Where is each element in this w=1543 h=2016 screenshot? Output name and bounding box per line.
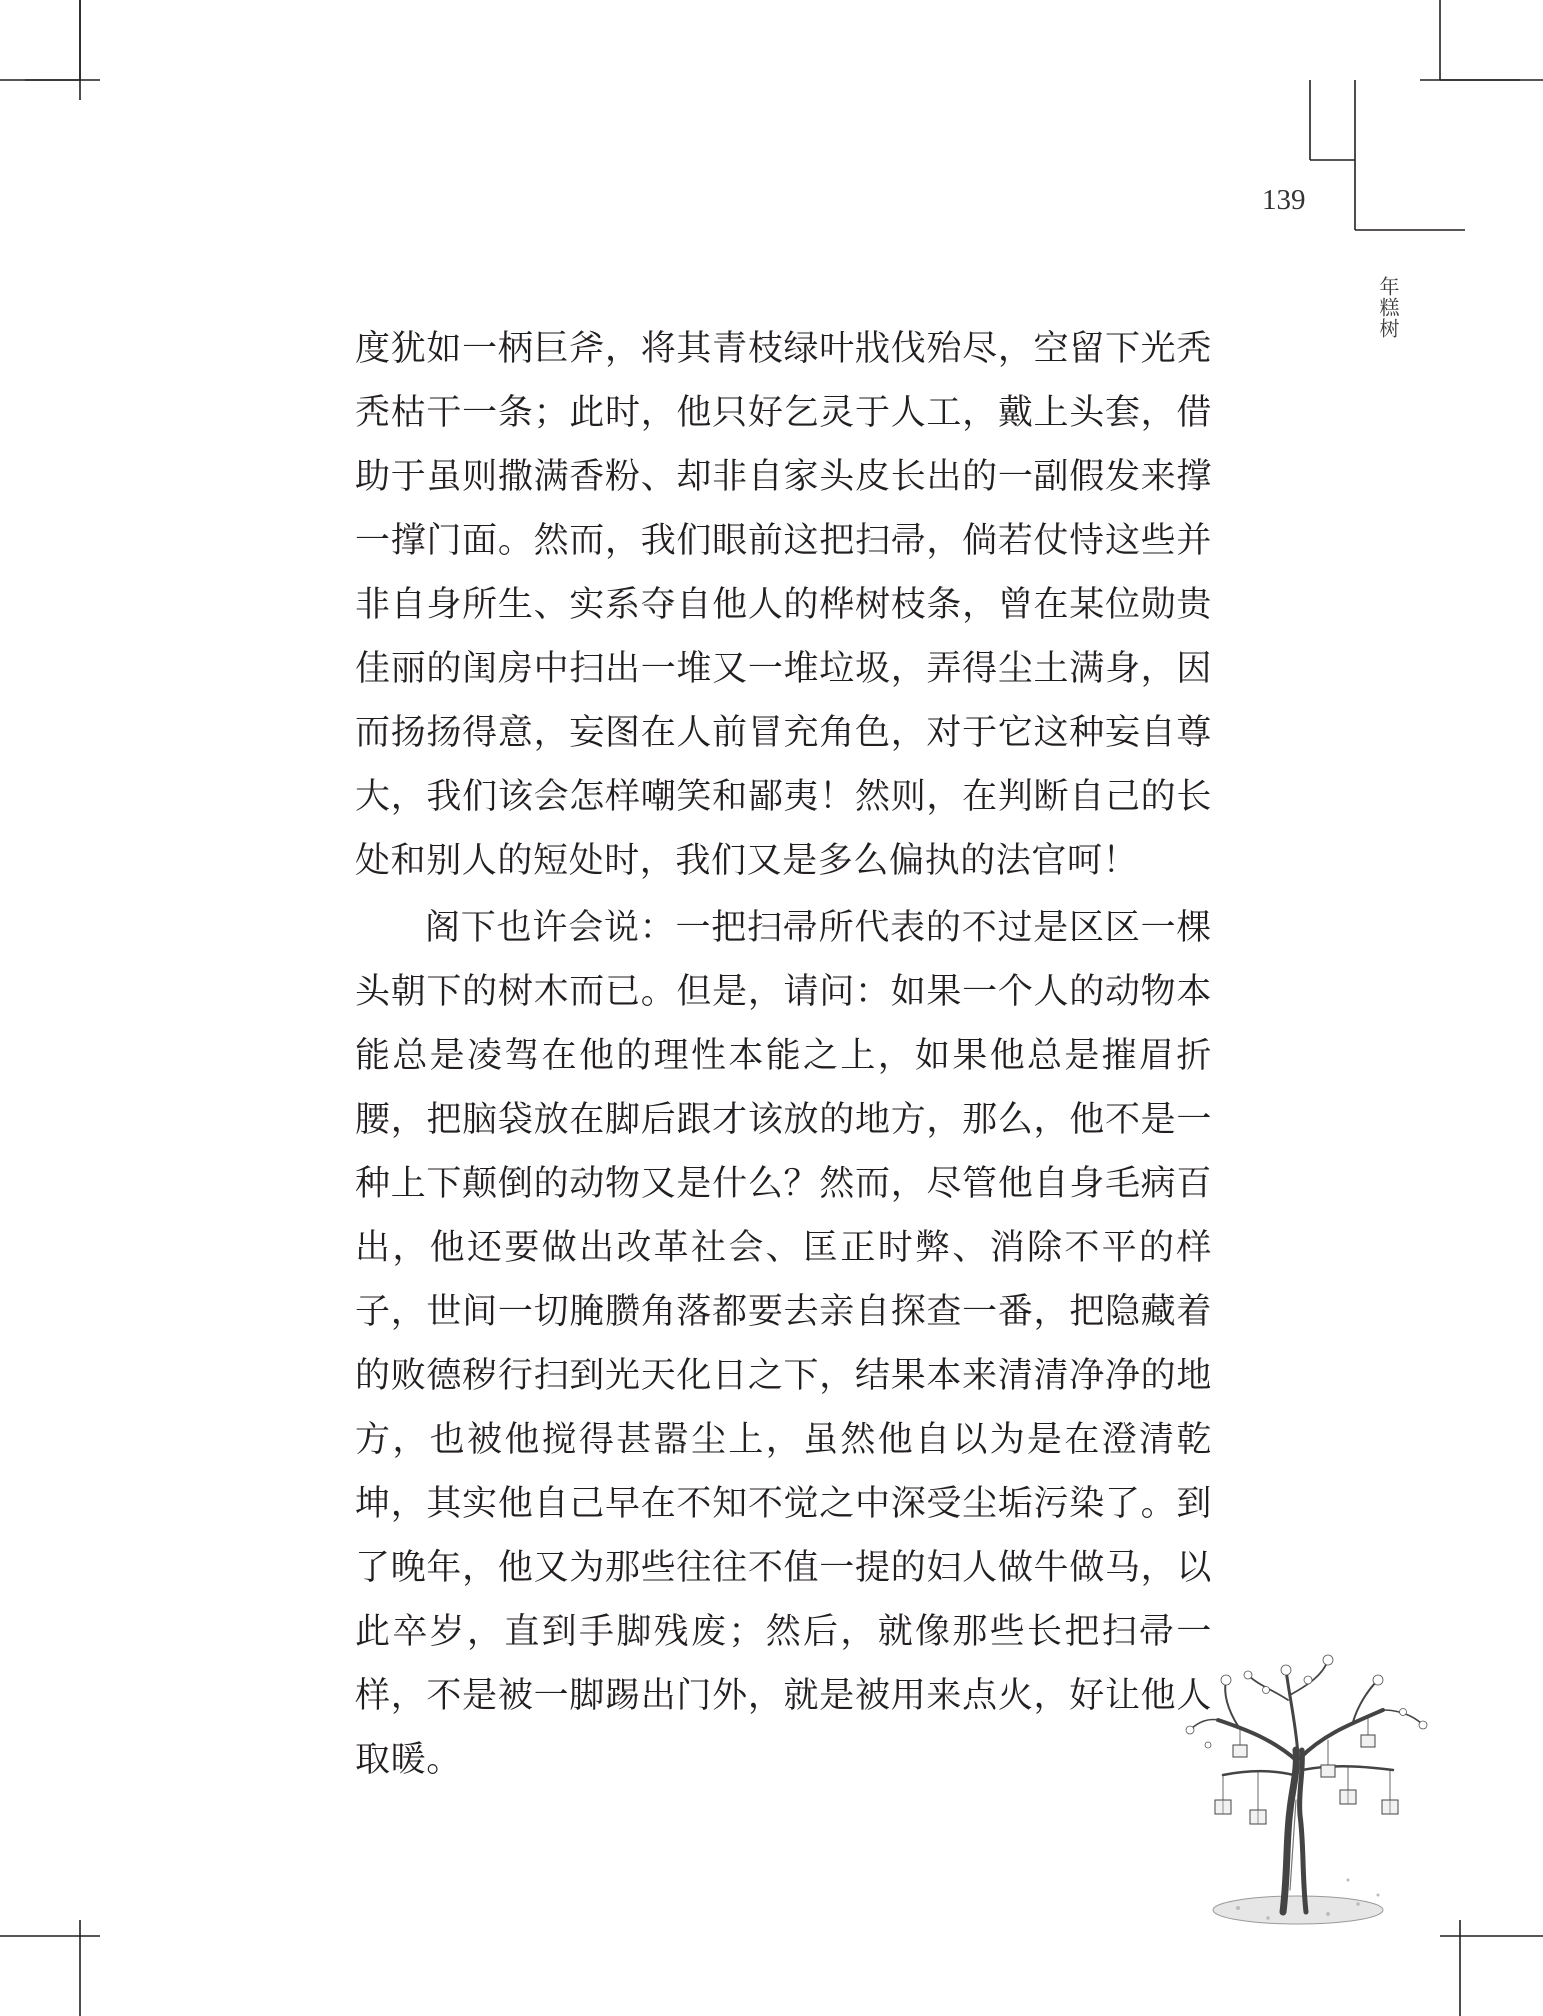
blossom — [1323, 1655, 1333, 1665]
hanging-gift — [1321, 1765, 1335, 1777]
body-text — [355, 317, 1212, 1792]
tree-illustration — [1178, 1640, 1438, 1940]
blossom — [1205, 1742, 1211, 1748]
blossom — [1419, 1721, 1427, 1729]
hanging-gift — [1361, 1735, 1375, 1747]
paragraph-2: 阁下也许会说：一把扫帚所代表的不过是区区一棵头朝下的树木而已。但是，请问：如果一个人的动物本能总是凌驾在他的理性本能之上，如果他总是摧眉折腰，把脑袋放在脚后跟才该放的地方，那么，他不是一种上下颠倒的动物又是什么？然而，尽管他自身毛病百出，他还要做出改革社会、匡正时弊、消除不平的样子，世间一切腌臜角落都要去亲自探查一番，把隐藏着的败德秽行扫到光天化日之下，结果本来清清净净的地方，也被他搅得甚嚣尘上，虽然他自以为是在澄清乾坤，其实他自己早在不知不觉之中深受尘垢污染了。到了晚年，他又为那些往往不值一提的妇人做牛做马，以此卒岁，直到手脚残废；然后，就像那些长把扫帚一样，不是被一脚踢出门外，就是被用来点火，好让他人取暖。 — [355, 908, 1212, 1780]
blossom — [1244, 1671, 1252, 1679]
running-title: 年糕树 — [1376, 276, 1400, 339]
blossom — [1186, 1726, 1194, 1734]
page-number: 139 — [1262, 184, 1306, 216]
tree-branch-top — [1286, 1670, 1298, 1755]
hanging-gift — [1233, 1745, 1247, 1757]
blossom — [1221, 1675, 1231, 1685]
blossom — [1400, 1709, 1407, 1716]
tree-ground — [1213, 1896, 1383, 1924]
blossom — [1263, 1687, 1270, 1694]
tree-branch-right — [1300, 1710, 1383, 1758]
blossom — [1281, 1665, 1291, 1675]
tree-branch-left — [1218, 1720, 1296, 1760]
blossom — [1373, 1675, 1383, 1685]
blossom — [1304, 1676, 1312, 1684]
paragraph-1: 度犹如一柄巨斧，将其青枝绿叶戕伐殆尽，空留下光秃秃枯干一条；此时，他只好乞灵于人工，戴上头套，借助于虽则撒满香粉、却非自家头皮长出的一副假发来撑一撑门面。然而，我们眼前这把扫帚，倘若仗恃这些并非自身所生、实系夺自他人的桦树枝条，曾在某位勋贵佳丽的闺房中扫出一堆又一堆垃圾，弄得尘土满身，因而扬扬得意，妄图在人前冒充角色，对于它这种妄自尊大，我们该会怎样嘲笑和鄙夷！然则，在判断自己的长处和别人的短处时，我们又是多么偏执的法官呵！ — [355, 329, 1212, 881]
